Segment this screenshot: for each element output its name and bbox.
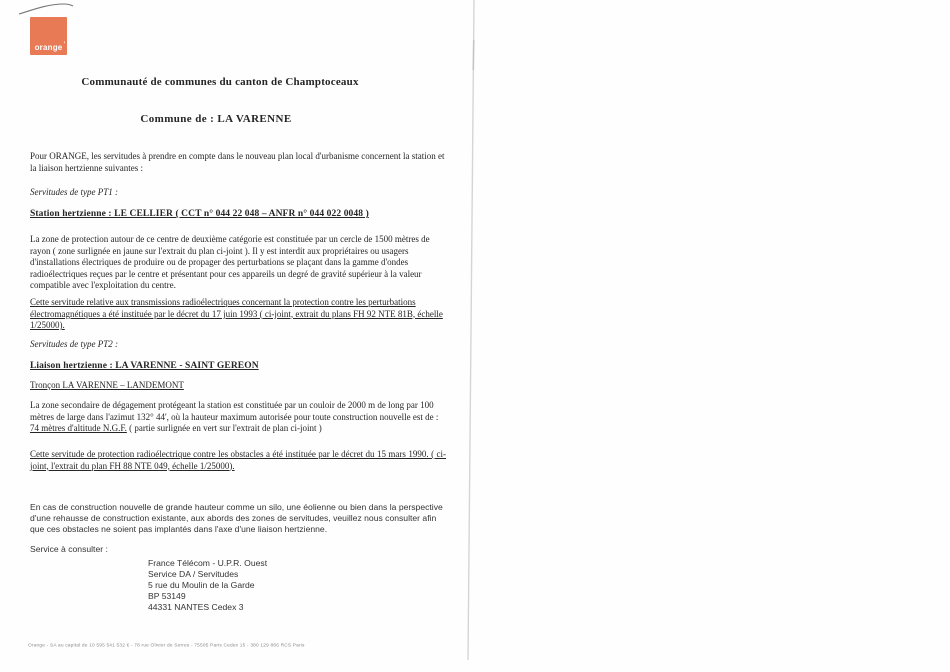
station-heading: Station hertzienne : LE CELLIER ( CCT n° 044 22 048 – ANFR n° 044 022 0048 ) xyxy=(30,209,369,219)
intro-paragraph: Pour ORANGE, les servitudes à prendre en compte dans le nouveau plan local d'urbanisme concernent la station et la liaison hertzienne suivantes : xyxy=(30,151,445,173)
community-title: Communauté de communes du canton de Champtoceaux xyxy=(81,76,359,88)
address-line-city: 44331 NANTES Cedex 3 xyxy=(148,602,244,612)
pt2-decree-paragraph: Cette servitude de protection radioélectrique contre les obstacles a été instituée par le décret du 15 mars 1990. ( ci-joint, l'extrait du plan FH 88 NTE 049, échelle 1/25000). xyxy=(30,449,446,471)
pt1-decree-paragraph: Cette servitude relative aux transmissions radioélectriques concernant la protection contre les perturbations électromagnétiques a été instituée par le décret du 17 juin 1993 ( ci-joint, extrait du plans FH 92 NTE 81B, échelle 1/25000). xyxy=(30,297,443,330)
address-line-street: 5 rue du Moulin de la Garde xyxy=(148,580,255,590)
liaison-heading: Liaison hertzienne : LA VARENNE - SAINT GEREON xyxy=(30,361,259,371)
pt1-type-label: Servitudes de type PT1 : xyxy=(30,187,118,197)
commune-title: Commune de : LA VARENNE xyxy=(140,113,292,125)
scan-seam-line xyxy=(458,0,488,672)
address-line-service: Service DA / Servitudes xyxy=(148,569,239,579)
service-address-block xyxy=(148,558,267,613)
pt2-zone-paragraph xyxy=(30,400,446,435)
legal-footer: Orange - SA au capital de 10 595 541 532 € - 78 rue Olivier de Serres - 75505 Paris Cedex 15 - 380 129 866 RCS Paris xyxy=(28,643,305,648)
pt1-zone-paragraph: La zone de protection autour de ce centre de deuxième catégorie est constituée par un cercle de 1500 mètres de rayon ( zone surlignée en jaune sur l'extrait du plan ci-joint ). Il y est interdit aux propriétaires ou usagers d'installations électriques de produire ou de propager des perturbations se plaçant dans la gamme d'ondes radioélectriques reçues par le centre et présentant pour ces appareils un degré de gravité supérieur à la valeur compatible avec l'exploitation du centre. xyxy=(30,234,430,290)
pt2-type-label: Servitudes de type PT2 : xyxy=(30,339,118,349)
pt2-zone-text-before: La zone secondaire de dégagement protégeant la station est constituée par un couloir de 2000 m de long par 100 mètres de large dans l'azimut 132° 44', où la hauteur maximum autorisée pour toute construction nouvelle est de : xyxy=(30,400,439,422)
troncon-line: Tronçon LA VARENNE – LANDEMONT xyxy=(30,380,184,390)
pt2-zone-altitude-underlined: 74 mètres d'altitude N.G.F. xyxy=(30,423,127,433)
address-line-company: France Télécom - U.P.R. Ouest xyxy=(148,558,268,568)
address-line-bp: BP 53149 xyxy=(148,591,186,601)
orange-logo-text: orange ' xyxy=(35,43,63,55)
service-label: Service à consulter : xyxy=(30,544,108,554)
pt2-zone-text-after: ( partie surlignée en vert sur l'extrait de plan ci-joint ) xyxy=(126,423,322,433)
construction-notice-paragraph: En cas de construction nouvelle de grande hauteur comme un silo, une éolienne ou bien dans la perspective d'une rehausse de construction existante, aux abords des zones de servitudes, veuillez nous consulter afin que ces obstacles ne soient pas implantés dans l'axe d'une liaison hertzienne. xyxy=(30,502,443,534)
orange-logo xyxy=(30,17,67,55)
